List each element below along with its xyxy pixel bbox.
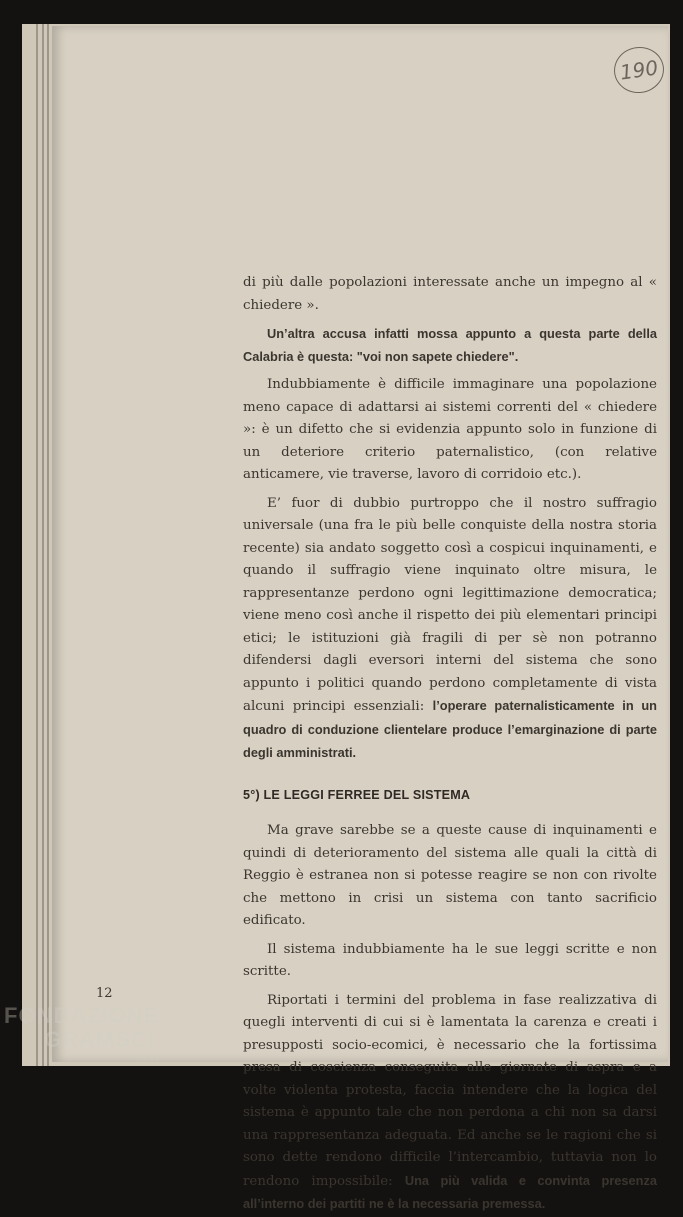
paragraph: di più dalle popolazioni interessate anche un impegno al « chiedere ». [243, 275, 657, 313]
paragraph: Ma grave sarebbe se a queste cause di inquinamenti e quindi di deterioramento del sistema alle quali la città di Reggio è estranea non si potesse reagire se non con rivolte che mettono in crisi un sistema con tanto sacrificio edificato. [243, 823, 657, 928]
paragraph-text: Riportati i termini del problema in fase realizzativa di quegli interventi di cui si è lamentata la carenza e creati i presupposti socio-ecomici, è necessario che la fortissima presa di coscienza conseguita alle giornate di aspra e a volte violenta protesta, faccia intendere che la logica del sistema è appunto tale che non perdona a chi non sa darsi una rappresentanza adeguata. Ed anche se le ragioni che si sono dette rendono difficile l’intercambio, tuttavia non lo rendono impossibile: [243, 992, 657, 1189]
watermark-line2: GRAMSCI [44, 1027, 155, 1052]
folio-number: 12 [96, 986, 113, 1001]
paragraph-text: E’ fuor di dubbio purtroppo che il nostro suffragio universale (una fra le più belle conquiste della nostra storia recente) sia andato soggetto così a cospicui inquinamenti, e quando il suffragio viene inquinato oltre misura, le rappresentanze perdono ogni legittimazione democratica; viene meno così anche il rispetto dei più elementari principi etici; le istituzioni già fragili di per sè non potranno difendersi dagli eversori interni del sistema che sono appunto i politici quando perdono completamente di vista alcuni principi essenziali: [243, 495, 657, 714]
paragraph-emphasis: l’operare paternalisticamente in un quadro di conduzione clientelare produce l’emarginazione di parte degli amministrati. [243, 698, 657, 760]
watermark-line1: FONDAZIONE [4, 1003, 160, 1028]
page-edge [36, 24, 38, 1066]
paragraph: Il sistema indubbiamente ha le sue leggi scritte e non scritte. [243, 941, 657, 979]
watermark-logo [4, 1004, 174, 1070]
page-edge [42, 24, 44, 1066]
page-number-stamp: 190 [611, 44, 667, 97]
paragraph [243, 990, 657, 1217]
page-edge [47, 24, 49, 1066]
paragraph: Indubbiamente è difficile immaginare una popolazione meno capace di adattarsi ai sistemi correnti del « chiedere »: è un difetto che si evidenzia appunto solo in funzione di un deteriore criterio paternalistico, (con relative anticamere, vie traverse, lavoro di corridoio etc.). [243, 377, 657, 482]
watermark-suffix: onlus [134, 1053, 161, 1063]
paragraph [243, 493, 657, 766]
body-text [243, 272, 657, 1217]
section-title: 5°) LE LEGGI FERREE DEL SISTEMA [243, 787, 471, 802]
paragraph-bold: Un’altra accusa infatti mossa appunto a questa parte della Calabria è questa: "voi non sapete chiedere". [243, 326, 657, 364]
paragraph-emphasis: Una più valida e convinta presenza all’interno dei partiti ne è la necessaria premessa. [243, 1172, 657, 1211]
